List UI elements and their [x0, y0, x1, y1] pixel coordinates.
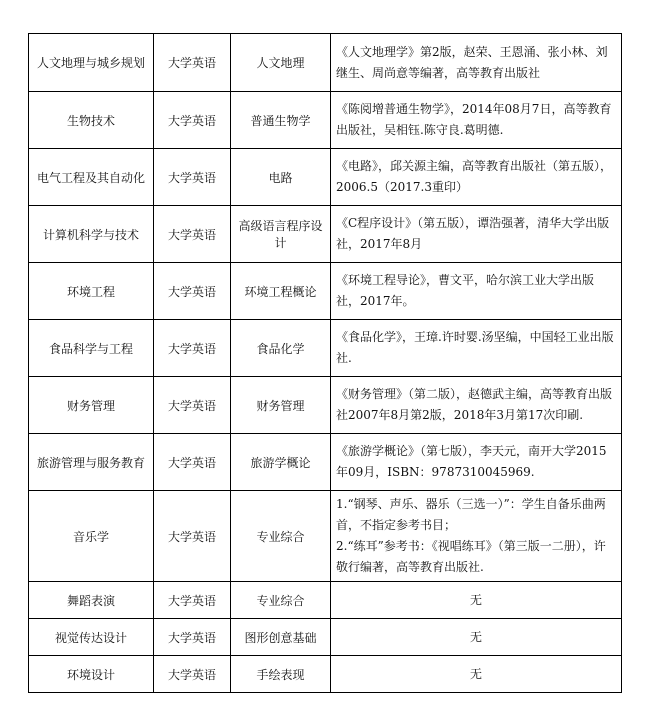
- subject-cell: 旅游学概论: [231, 434, 331, 491]
- reference-text: 无: [469, 592, 482, 607]
- reference-cell: [331, 582, 622, 619]
- reference-text: 《C程序设计》（第五版），谭浩强著，清华大学出版社，2017年8月: [336, 216, 610, 251]
- reference-cell: [331, 34, 622, 92]
- major-cell: 音乐学: [29, 491, 154, 582]
- reference-cell: [331, 491, 622, 582]
- subject-cell: 手绘表现: [231, 656, 331, 693]
- major-cell: 旅游管理与服务教育: [29, 434, 154, 491]
- reference-text: 《旅游学概论》（第七版），李天元，南开大学2015年09月，ISBN：9787310045969.: [336, 444, 607, 479]
- table-row: [29, 320, 622, 377]
- major-cell: 人文地理与城乡规划: [29, 34, 154, 92]
- major-cell: 舞蹈表演: [29, 582, 154, 619]
- table-row: [29, 263, 622, 320]
- table-row: [29, 656, 622, 693]
- reference-cell: [331, 377, 622, 434]
- reference-text: 《陈阅增普通生物学》，2014年08月7日，高等教育出版社，吴相钰.陈守良.葛明德.: [336, 102, 612, 137]
- reference-text: 《人文地理学》第2版，赵荣、王恩涌、张小林、刘继生、周尚意等编著，高等教育出版社: [336, 44, 608, 80]
- subject-cell: 专业综合: [231, 491, 331, 582]
- subject-cell: 电路: [231, 149, 331, 206]
- reference-cell: [331, 92, 622, 149]
- table-row: [29, 92, 622, 149]
- foreign-language-cell: 大学英语: [154, 582, 231, 619]
- reference-text: 无: [469, 666, 482, 681]
- major-cell: 环境设计: [29, 656, 154, 693]
- foreign-language-cell: 大学英语: [154, 320, 231, 377]
- reference-cell: [331, 206, 622, 263]
- subject-cell: 普通生物学: [231, 92, 331, 149]
- reference-cell: [331, 619, 622, 656]
- major-cell: 计算机科学与技术: [29, 206, 154, 263]
- table-row: [29, 34, 622, 92]
- major-cell: 财务管理: [29, 377, 154, 434]
- foreign-language-cell: 大学英语: [154, 491, 231, 582]
- reference-books-table: [28, 33, 622, 693]
- subject-cell: 人文地理: [231, 34, 331, 92]
- major-cell: 生物技术: [29, 92, 154, 149]
- subject-cell: 图形创意基础: [231, 619, 331, 656]
- subject-cell: 环境工程概论: [231, 263, 331, 320]
- reference-text: 无: [469, 629, 482, 644]
- major-cell: 环境工程: [29, 263, 154, 320]
- foreign-language-cell: 大学英语: [154, 34, 231, 92]
- subject-cell: 财务管理: [231, 377, 331, 434]
- foreign-language-cell: 大学英语: [154, 206, 231, 263]
- foreign-language-cell: 大学英语: [154, 619, 231, 656]
- reference-text: 《环境工程导论》，曹文平，哈尔滨工业大学出版社，2017年。: [336, 273, 595, 308]
- reference-text: 《财务管理》（第二版），赵德武主编，高等教育出版社2007年8月第2版，2018年3月第17次印刷.: [336, 387, 613, 422]
- major-cell: 食品科学与工程: [29, 320, 154, 377]
- table-body: [29, 34, 622, 693]
- foreign-language-cell: 大学英语: [154, 656, 231, 693]
- reference-text: 《食品化学》，王璋.许时婴.汤坚编，中国轻工业出版社.: [336, 330, 614, 365]
- reference-text: 《电路》，邱关源主编，高等教育出版社（第五版），2006.5（2017.3重印）: [336, 159, 613, 194]
- foreign-language-cell: 大学英语: [154, 92, 231, 149]
- reference-cell: [331, 149, 622, 206]
- reference-cell: [331, 263, 622, 320]
- reference-text: 2.“练耳”参考书：《视唱练耳》（第三版一二册），许敬行编著，高等教育出版社.: [336, 539, 606, 574]
- foreign-language-cell: 大学英语: [154, 149, 231, 206]
- subject-cell: 专业综合: [231, 582, 331, 619]
- table-row: [29, 491, 622, 582]
- reference-cell: [331, 320, 622, 377]
- reference-cell: [331, 656, 622, 693]
- table-row: [29, 434, 622, 491]
- foreign-language-cell: 大学英语: [154, 263, 231, 320]
- table-row: [29, 206, 622, 263]
- reference-text: 1.“钢琴、声乐、器乐（三选一）”：学生自备乐曲两首，不指定参考书目；: [336, 497, 606, 532]
- subject-cell: 高级语言程序设计: [231, 206, 331, 263]
- major-cell: 电气工程及其自动化: [29, 149, 154, 206]
- table-row: [29, 149, 622, 206]
- foreign-language-cell: 大学英语: [154, 434, 231, 491]
- major-cell: 视觉传达设计: [29, 619, 154, 656]
- table-row: [29, 619, 622, 656]
- table-row: [29, 582, 622, 619]
- foreign-language-cell: 大学英语: [154, 377, 231, 434]
- subject-cell: 食品化学: [231, 320, 331, 377]
- reference-cell: [331, 434, 622, 491]
- table-row: [29, 377, 622, 434]
